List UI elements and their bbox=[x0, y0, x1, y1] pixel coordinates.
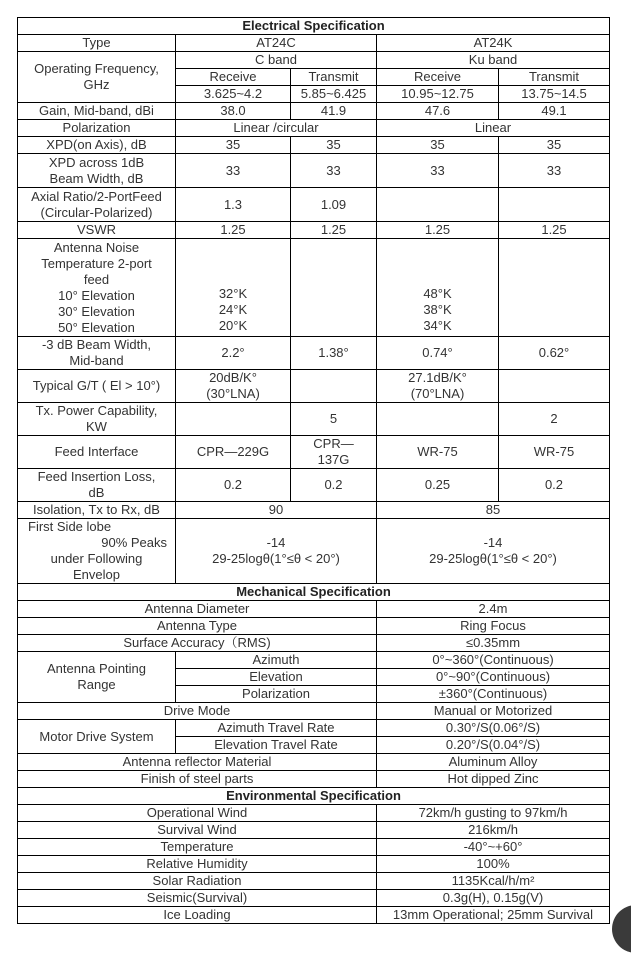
mechanical-spec-header: Mechanical Specification bbox=[18, 584, 610, 601]
xpd-beam-ku-tx: 33 bbox=[499, 154, 610, 188]
gt-c bbox=[176, 370, 291, 403]
type-row bbox=[18, 35, 610, 52]
insertion-label-line: Feed Insertion Loss, bbox=[37, 469, 156, 484]
reflector-label: Antenna reflector Material bbox=[18, 754, 377, 771]
gt-ku-line: (70°LNA) bbox=[410, 386, 465, 401]
beamwidth-label-line: Mid-band bbox=[69, 353, 124, 368]
power-row bbox=[18, 403, 610, 436]
antenna-type-row bbox=[18, 618, 610, 635]
vswr-label: VSWR bbox=[18, 222, 176, 239]
env-row bbox=[18, 890, 610, 907]
elevation-value: 0°~90°(Continuous) bbox=[377, 669, 610, 686]
feed-c-tx bbox=[291, 436, 377, 469]
power-ku-rx bbox=[377, 403, 499, 436]
noise-ku-value: 34°K bbox=[423, 318, 452, 333]
power-label-line: KW bbox=[86, 419, 107, 434]
noise-ku-tx bbox=[499, 239, 610, 337]
az-rate-value: 0.30°/S(0.06°/S) bbox=[377, 720, 610, 737]
diameter-value: 2.4m bbox=[377, 601, 610, 618]
xpd-beam-label-line: XPD across 1dB bbox=[48, 154, 145, 170]
axial-ratio-label bbox=[18, 188, 176, 222]
env-value: 216km/h bbox=[377, 822, 610, 839]
subcol-ku-receive: Receive bbox=[377, 69, 499, 86]
beamwidth-c-rx: 2.2° bbox=[176, 337, 291, 370]
antenna-type-value: Ring Focus bbox=[377, 618, 610, 635]
env-label: Relative Humidity bbox=[18, 856, 377, 873]
feed-c-tx-line: CPR— bbox=[313, 436, 354, 451]
noise-ku-value: 38°K bbox=[423, 302, 452, 317]
insertion-ku-tx: 0.2 bbox=[499, 469, 610, 502]
vswr-ku-rx: 1.25 bbox=[377, 222, 499, 239]
beamwidth-c-tx: 1.38° bbox=[291, 337, 377, 370]
env-label: Seismic(Survival) bbox=[18, 890, 377, 907]
sidelobe-row bbox=[18, 519, 610, 584]
env-value: 100% bbox=[377, 856, 610, 873]
axial-label-line: (Circular-Polarized) bbox=[40, 204, 153, 220]
env-value: -40°~+60° bbox=[377, 839, 610, 856]
surface-label: Surface Accuracy（RMS) bbox=[18, 635, 377, 652]
insertion-loss-label bbox=[18, 469, 176, 502]
feed-c-tx-line: 137G bbox=[317, 452, 350, 467]
xpd-axis-label: XPD(on Axis), dB bbox=[18, 137, 176, 154]
pointing-range-label bbox=[18, 652, 176, 703]
azimuth-label: Azimuth bbox=[176, 652, 377, 669]
steel-value: Hot dipped Zinc bbox=[377, 771, 610, 788]
axial-c-rx: 1.3 bbox=[176, 188, 291, 222]
motor-drive-label: Motor Drive System bbox=[18, 720, 176, 754]
band-ku: Ku band bbox=[377, 52, 610, 69]
xpd-beam-c-rx: 33 bbox=[176, 154, 291, 188]
freq-c-rx: 3.625~4.2 bbox=[176, 86, 291, 103]
azimuth-row bbox=[18, 652, 610, 669]
sidelobe-ku-line: 29-25logθ(1°≤θ < 20°) bbox=[429, 551, 557, 566]
electrical-header-row bbox=[18, 18, 610, 35]
band-row bbox=[18, 52, 610, 69]
isolation-ku: 85 bbox=[377, 502, 610, 519]
env-value: 1135Kcal/h/m² bbox=[377, 873, 610, 890]
env-value: 13mm Operational; 25mm Survival bbox=[377, 907, 610, 924]
noise-label-line: 10° Elevation bbox=[58, 287, 135, 303]
sidelobe-label-line: 90% Peaks bbox=[101, 535, 167, 550]
el-rate-label: Elevation Travel Rate bbox=[176, 737, 377, 754]
xpd-beam-c-tx: 33 bbox=[291, 154, 377, 188]
noise-c-tx bbox=[291, 239, 377, 337]
sidelobe-c-line: -14 bbox=[266, 535, 286, 550]
noise-c-value: 24°K bbox=[218, 302, 248, 317]
sidelobe-label-line: under Following bbox=[50, 551, 143, 566]
env-row bbox=[18, 873, 610, 890]
sidelobe-label-line: Envelop bbox=[73, 567, 120, 582]
env-value: 72km/h gusting to 97km/h bbox=[377, 805, 610, 822]
beamwidth-label-line: -3 dB Beam Width, bbox=[41, 337, 152, 352]
diameter-label: Antenna Diameter bbox=[18, 601, 377, 618]
noise-c-value: 32°K bbox=[218, 286, 248, 301]
freq-ku-rx: 10.95~12.75 bbox=[377, 86, 499, 103]
gain-c-rx: 38.0 bbox=[176, 103, 291, 120]
insertion-c-rx: 0.2 bbox=[176, 469, 291, 502]
subcol-c-receive: Receive bbox=[176, 69, 291, 86]
elevation-label: Elevation bbox=[176, 669, 377, 686]
gt-row bbox=[18, 370, 610, 403]
isolation-c: 90 bbox=[176, 502, 377, 519]
az-rate-row bbox=[18, 720, 610, 737]
noise-c-value: 20°K bbox=[218, 318, 248, 333]
mech-polarization-value: ±360°(Continuous) bbox=[377, 686, 610, 703]
noise-label-line: Antenna Noise bbox=[53, 239, 140, 255]
pointing-label-line: Antenna Pointing bbox=[46, 661, 147, 676]
polarization-row bbox=[18, 120, 610, 137]
noise-ku-value: 48°K bbox=[423, 286, 452, 301]
gt-label: Typical G/T ( El > 10°) bbox=[18, 370, 176, 403]
xpd-axis-c-rx: 35 bbox=[176, 137, 291, 154]
environmental-spec-header: Environmental Specification bbox=[18, 788, 610, 805]
env-label: Operational Wind bbox=[18, 805, 377, 822]
surface-value: ≤0.35mm bbox=[377, 635, 610, 652]
power-ku-tx: 2 bbox=[499, 403, 610, 436]
drive-mode-row bbox=[18, 703, 610, 720]
gt-ku bbox=[377, 370, 499, 403]
xpd-beam-label-line: Beam Width, dB bbox=[49, 170, 144, 186]
el-rate-value: 0.20°/S(0.04°/S) bbox=[377, 737, 610, 754]
antenna-type-label: Antenna Type bbox=[18, 618, 377, 635]
xpd-axis-row bbox=[18, 137, 610, 154]
gt-c-tx bbox=[291, 370, 377, 403]
feed-c-rx: CPR—229G bbox=[176, 436, 291, 469]
env-label: Ice Loading bbox=[18, 907, 377, 924]
env-row bbox=[18, 856, 610, 873]
axial-label-line: Axial Ratio/2-PortFeed bbox=[31, 188, 162, 204]
type-label: Type bbox=[18, 35, 176, 52]
frequency-label: Operating Frequency, GHz bbox=[18, 52, 176, 103]
polarization-ku: Linear bbox=[377, 120, 610, 137]
model-at24k: AT24K bbox=[377, 35, 610, 52]
floating-action-button[interactable] bbox=[612, 905, 631, 953]
gt-c-line: 20dB/K° bbox=[209, 370, 257, 385]
insertion-ku-rx: 0.25 bbox=[377, 469, 499, 502]
power-label bbox=[18, 403, 176, 436]
noise-temperature-label bbox=[18, 239, 176, 337]
beamwidth-row bbox=[18, 337, 610, 370]
sidelobe-ku bbox=[377, 519, 610, 584]
feed-ku-tx: WR-75 bbox=[499, 436, 610, 469]
gt-ku-tx bbox=[499, 370, 610, 403]
noise-label-line: 30° Elevation bbox=[58, 303, 135, 319]
drive-mode-value: Manual or Motorized bbox=[377, 703, 610, 720]
power-label-line: Tx. Power Capability, bbox=[35, 403, 158, 418]
axial-ku-rx bbox=[377, 188, 499, 222]
env-label: Temperature bbox=[18, 839, 377, 856]
freq-c-tx: 5.85~6.425 bbox=[291, 86, 377, 103]
sidelobe-ku-line: -14 bbox=[483, 535, 503, 550]
feed-ku-rx: WR-75 bbox=[377, 436, 499, 469]
sidelobe-label bbox=[18, 519, 176, 584]
axial-ratio-row bbox=[18, 188, 610, 222]
xpd-beam-label bbox=[18, 154, 176, 188]
environmental-header-row bbox=[18, 788, 610, 805]
beamwidth-ku-rx: 0.74° bbox=[377, 337, 499, 370]
power-c-rx bbox=[176, 403, 291, 436]
vswr-row bbox=[18, 222, 610, 239]
vswr-c-tx: 1.25 bbox=[291, 222, 377, 239]
steel-row bbox=[18, 771, 610, 788]
noise-label-line: Temperature 2-port bbox=[41, 255, 152, 271]
beamwidth-label bbox=[18, 337, 176, 370]
gain-ku-tx: 49.1 bbox=[499, 103, 610, 120]
sidelobe-c-line: 29-25logθ(1°≤θ < 20°) bbox=[212, 551, 340, 566]
isolation-label: Isolation, Tx to Rx, dB bbox=[18, 502, 176, 519]
reflector-row bbox=[18, 754, 610, 771]
env-row bbox=[18, 907, 610, 924]
vswr-ku-tx: 1.25 bbox=[499, 222, 610, 239]
feed-interface-row bbox=[18, 436, 610, 469]
env-value: 0.3g(H), 0.15g(V) bbox=[377, 890, 610, 907]
noise-c-rx bbox=[176, 239, 291, 337]
polarization-label: Polarization bbox=[18, 120, 176, 137]
xpd-axis-ku-tx: 35 bbox=[499, 137, 610, 154]
subcol-ku-transmit: Transmit bbox=[499, 69, 610, 86]
power-c-tx: 5 bbox=[291, 403, 377, 436]
mech-polarization-label: Polarization bbox=[176, 686, 377, 703]
gt-ku-line: 27.1dB/K° bbox=[408, 370, 467, 385]
vswr-c-rx: 1.25 bbox=[176, 222, 291, 239]
noise-label-line: feed bbox=[83, 271, 110, 287]
beamwidth-ku-tx: 0.62° bbox=[499, 337, 610, 370]
sidelobe-label-line: First Side lobe bbox=[28, 519, 112, 534]
xpd-axis-c-tx: 35 bbox=[291, 137, 377, 154]
env-row bbox=[18, 839, 610, 856]
env-row bbox=[18, 805, 610, 822]
polarization-c: Linear /circular bbox=[176, 120, 377, 137]
drive-mode-label: Drive Mode bbox=[18, 703, 377, 720]
band-c: C band bbox=[176, 52, 377, 69]
gain-row bbox=[18, 103, 610, 120]
isolation-row bbox=[18, 502, 610, 519]
freq-ku-tx: 13.75~14.5 bbox=[499, 86, 610, 103]
specification-table bbox=[17, 17, 610, 924]
axial-ku-tx bbox=[499, 188, 610, 222]
xpd-beam-ku-rx: 33 bbox=[377, 154, 499, 188]
electrical-spec-header: Electrical Specification bbox=[18, 18, 610, 35]
gain-c-tx: 41.9 bbox=[291, 103, 377, 120]
env-row bbox=[18, 822, 610, 839]
model-at24c: AT24C bbox=[176, 35, 377, 52]
xpd-axis-ku-rx: 35 bbox=[377, 137, 499, 154]
insertion-loss-row bbox=[18, 469, 610, 502]
gain-ku-rx: 47.6 bbox=[377, 103, 499, 120]
az-rate-label: Azimuth Travel Rate bbox=[176, 720, 377, 737]
diameter-row bbox=[18, 601, 610, 618]
azimuth-value: 0°~360°(Continuous) bbox=[377, 652, 610, 669]
reflector-value: Aluminum Alloy bbox=[377, 754, 610, 771]
steel-label: Finish of steel parts bbox=[18, 771, 377, 788]
insertion-c-tx: 0.2 bbox=[291, 469, 377, 502]
gt-c-line: (30°LNA) bbox=[206, 386, 260, 401]
mechanical-header-row bbox=[18, 584, 610, 601]
env-label: Survival Wind bbox=[18, 822, 377, 839]
noise-temperature-row bbox=[18, 239, 610, 337]
gain-label: Gain, Mid-band, dBi bbox=[18, 103, 176, 120]
axial-c-tx: 1.09 bbox=[291, 188, 377, 222]
subcol-c-transmit: Transmit bbox=[291, 69, 377, 86]
noise-ku-rx bbox=[377, 239, 499, 337]
env-label: Solar Radiation bbox=[18, 873, 377, 890]
feed-interface-label: Feed Interface bbox=[18, 436, 176, 469]
sidelobe-c bbox=[176, 519, 377, 584]
insertion-label-line: dB bbox=[88, 485, 105, 500]
noise-label-line: 50° Elevation bbox=[58, 319, 135, 335]
pointing-label-line: Range bbox=[77, 677, 116, 692]
surface-row bbox=[18, 635, 610, 652]
xpd-beam-row bbox=[18, 154, 610, 188]
